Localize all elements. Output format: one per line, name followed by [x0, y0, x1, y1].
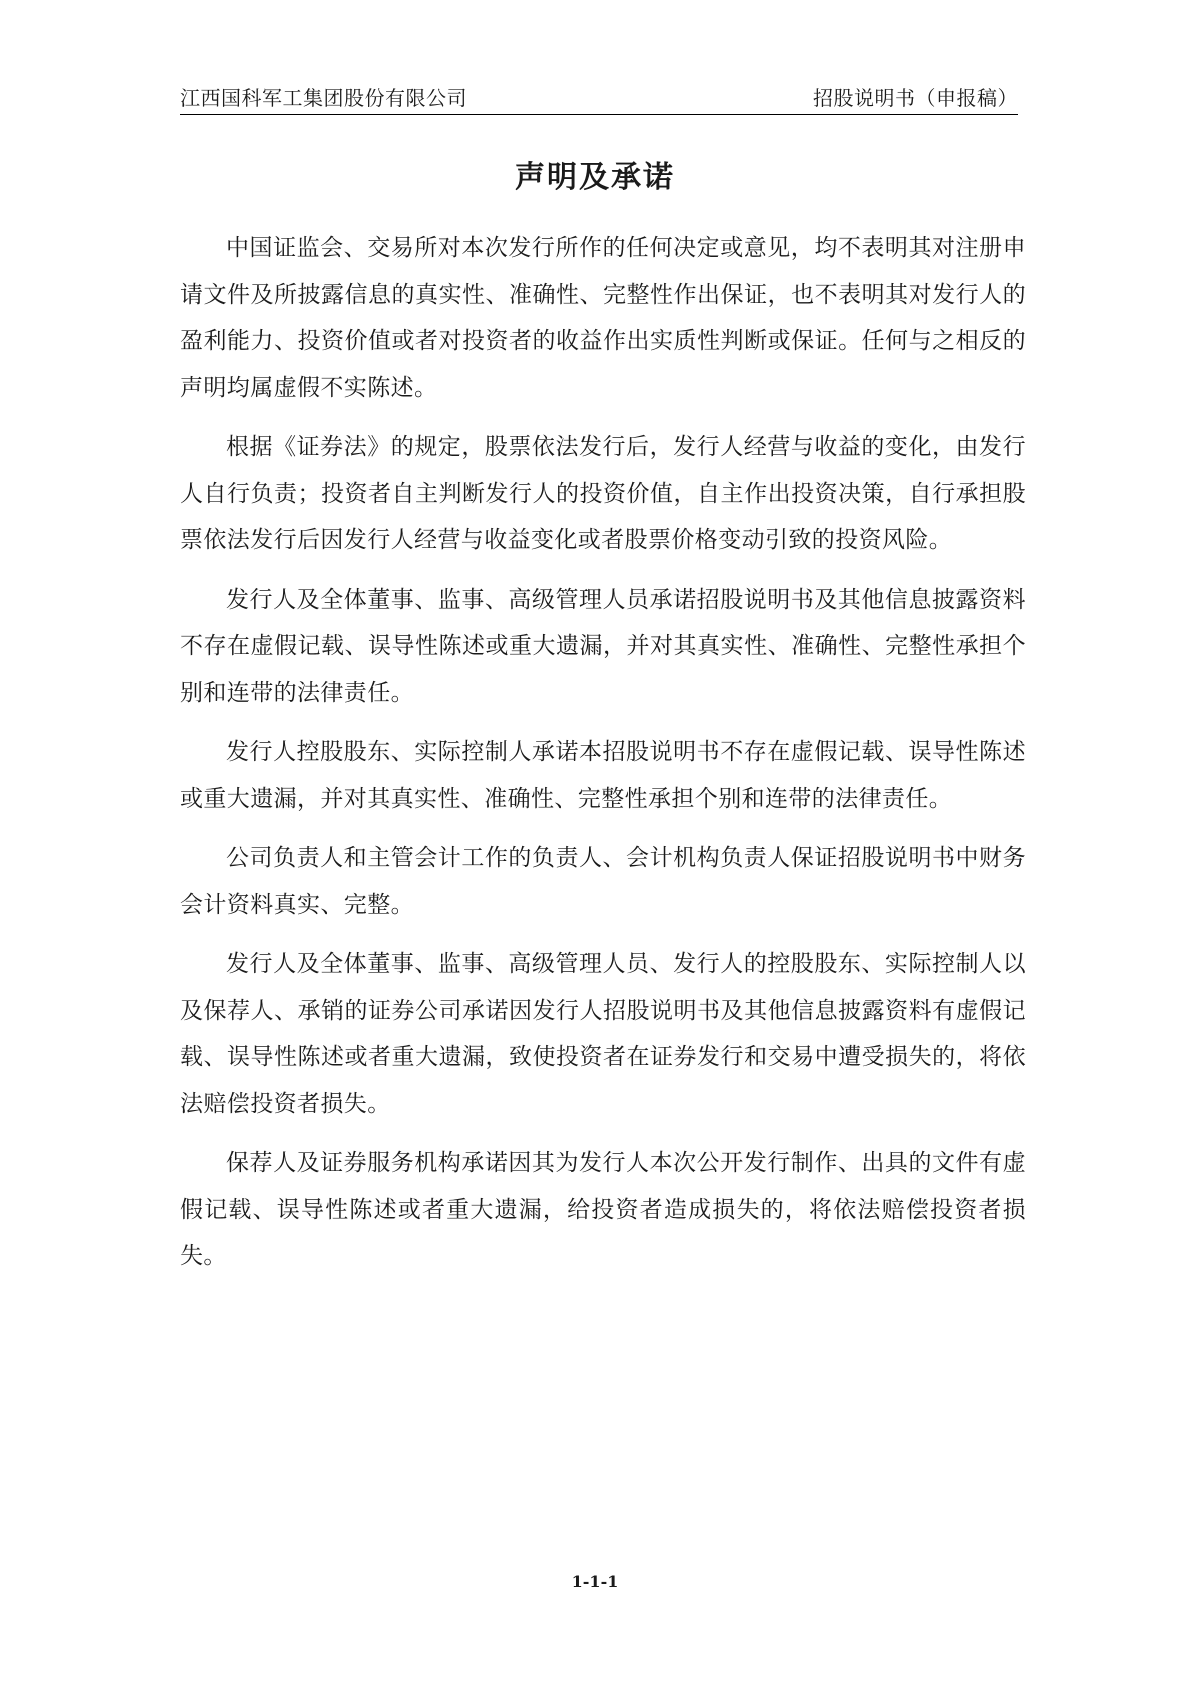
page-title: 声明及承诺 — [515, 160, 675, 195]
page-header — [180, 86, 1018, 115]
header-company-name: 江西国科军工集团股份有限公司 — [180, 86, 467, 110]
page-number: 1-1-1 — [571, 1572, 619, 1591]
paragraph-accounting-guarantee: 公司负责人和主管会计工作的负责人、会计机构负责人保证招股说明书中财务会计资料真实、完整。 — [180, 845, 1026, 918]
document-body — [180, 225, 1026, 1293]
header-document-type: 招股说明书（申报稿） — [813, 86, 1018, 110]
paragraph-regulator-disclaimer: 中国证监会、交易所对本次发行所作的任何决定或意见，均不表明其对注册申请文件及所披露信息的真实性、准确性、完整性作出保证，也不表明其对发行人的盈利能力、投资价值或者对投资者的收益作出实质性判断或保证。任何与之相反的声明均属虚假不实陈述。 — [180, 235, 1026, 401]
paragraph-issuer-commitment: 发行人及全体董事、监事、高级管理人员承诺招股说明书及其他信息披露资料不存在虚假记载、误导性陈述或重大遗漏，并对其真实性、准确性、完整性承担个别和连带的法律责任。 — [180, 586, 1026, 706]
paragraph-controller-commitment: 发行人控股股东、实际控制人承诺本招股说明书不存在虚假记载、误导性陈述或重大遗漏，并对其真实性、准确性、完整性承担个别和连带的法律责任。 — [180, 739, 1026, 812]
paragraph-sponsor-commitment: 保荐人及证券服务机构承诺因其为发行人本次公开发行制作、出具的文件有虚假记载、误导性陈述或者重大遗漏，给投资者造成损失的，将依法赔偿投资者损失。 — [180, 1150, 1026, 1269]
paragraph-investment-risk: 根据《证券法》的规定，股票依法发行后，发行人经营与收益的变化，由发行人自行负责；投资者自主判断发行人的投资价值，自主作出投资决策，自行承担股票依法发行后因发行人经营与收益变化或者股票价格变动引致的投资风险。 — [180, 434, 1026, 553]
paragraph-compensation-commitment: 发行人及全体董事、监事、高级管理人员、发行人的控股股东、实际控制人以及保荐人、承销的证券公司承诺因发行人招股说明书及其他信息披露资料有虚假记载、误导性陈述或者重大遗漏，致使投资者在证券发行和交易中遭受损失的，将依法赔偿投资者损失。 — [180, 951, 1026, 1117]
